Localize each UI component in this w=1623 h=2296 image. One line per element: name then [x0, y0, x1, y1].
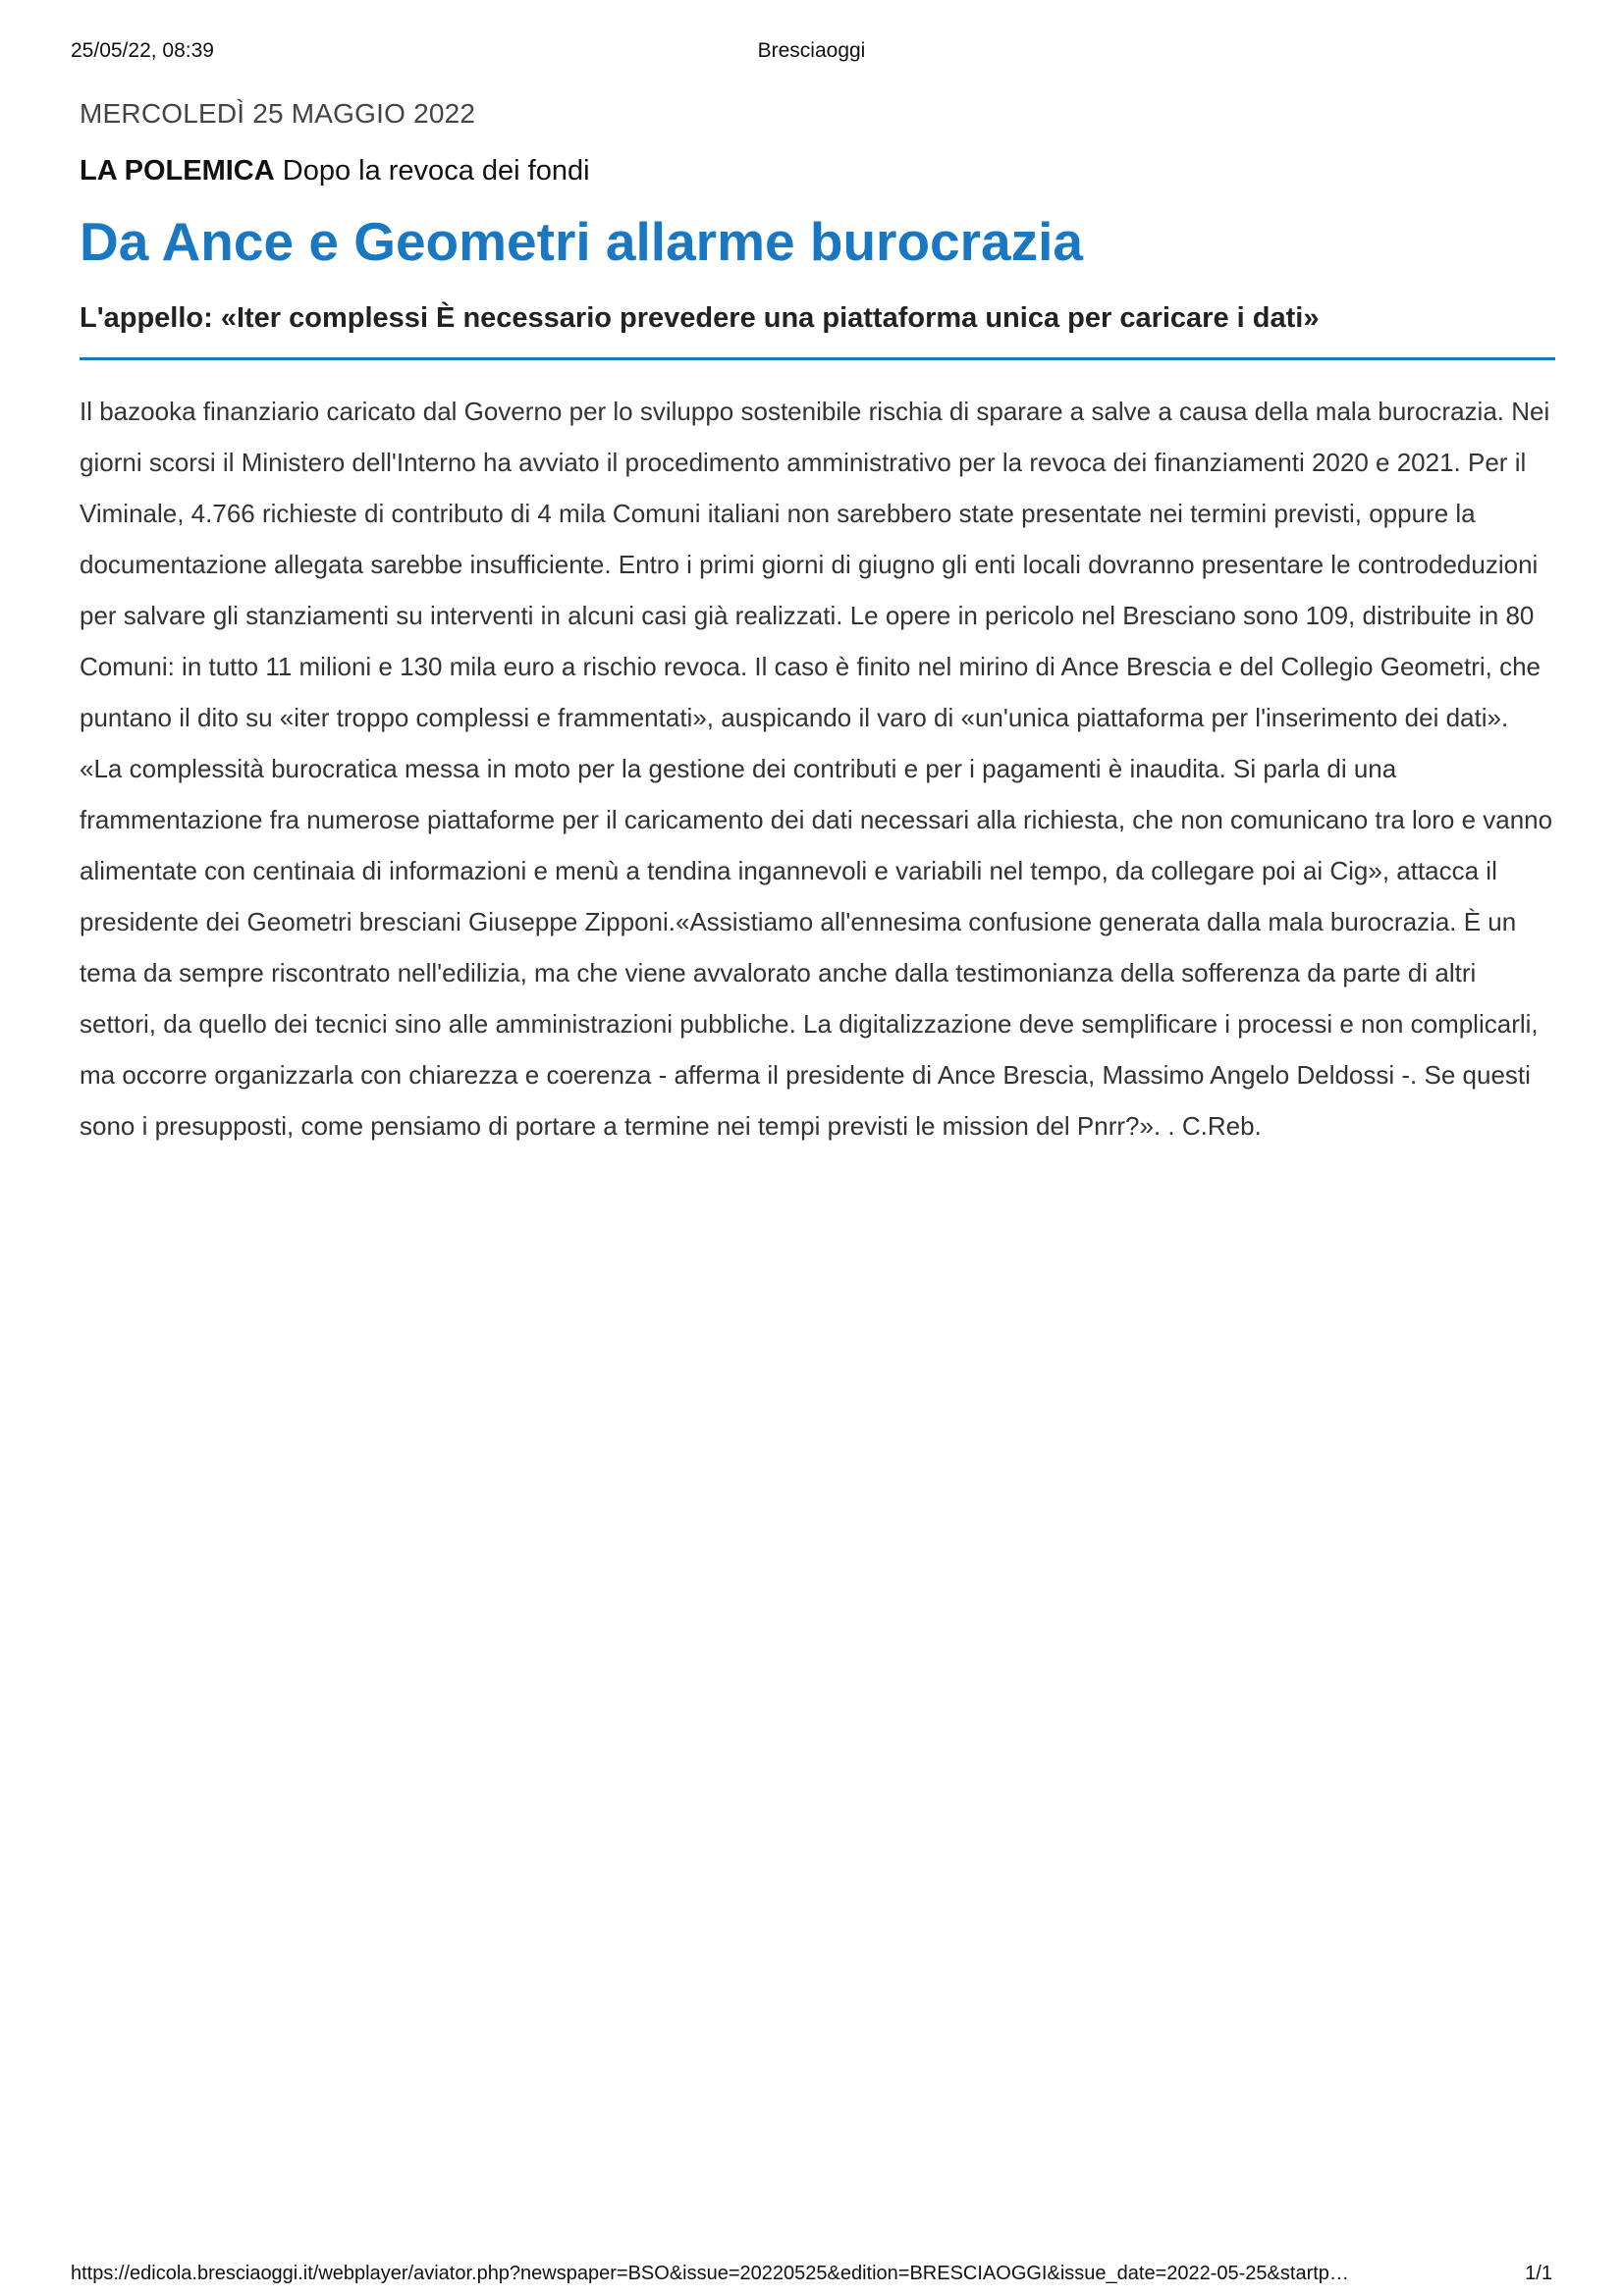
article-kicker	[80, 155, 1555, 187]
print-timestamp: 25/05/22, 08:39	[71, 39, 214, 62]
headline-divider	[80, 357, 1555, 360]
article	[80, 98, 1555, 1151]
print-url: https://edicola.bresciaoggi.it/webplayer/aviator.php?newspaper=BSO&issue=20220525&edition=BRESCIAOGGI&issue_date=2022-05-25&startp…	[71, 2263, 1349, 2284]
print-header	[71, 39, 1552, 69]
article-body: Il bazooka finanziario caricato dal Governo per lo sviluppo sostenibile rischia di sparare a salve a causa della mala burocrazia. Nei giorni scorsi il Ministero dell'Interno ha avviato il procedimento amministrativo per la revoca dei finanziamenti 2020 e 2021. Per il Viminale, 4.766 richieste di contributo di 4 mila Comuni italiani non sarebbero state presentate nei termini previsti, oppure la documentazione allegata sarebbe insufficiente. Entro i primi giorni di giugno gli enti locali dovranno presentare le controdeduzioni per salvare gli stanziamenti su interventi in alcuni casi già realizzati. Le opere in pericolo nel Bresciano sono 109, distribuite in 80 Comuni: in tutto 11 milioni e 130 mila euro a rischio revoca. Il caso è finito nel mirino di Ance Brescia e del Collegio Geometri, che puntano il dito su «iter troppo complessi e frammentati», auspicando il varo di «un'unica piattaforma per l'inserimento dei dati». «La complessità burocratica messa in moto per la gestione dei contributi e per i pagamenti è inaudita. Si parla di una frammentazione fra numerose piattaforme per il caricamento dei dati necessari alla richiesta, che non comunicano tra loro e vanno alimentate con centinaia di informazioni e menù a tendina ingannevoli e variabili nel tempo, da collegare poi ai Cig», attacca il presidente dei Geometri bresciani Giuseppe Zipponi.«Assistiamo all'ennesima confusione generata dalla mala burocrazia. È un tema da sempre riscontrato nell'edilizia, ma che viene avvalorato anche dalla testimonianza della sofferenza da parte di altri settori, da quello dei tecnici sino alle amministrazioni pubbliche. La digitalizzazione deve semplificare i processi e non complicarli, ma occorre organizzarla con chiarezza e coerenza - afferma il presidente di Ance Brescia, Massimo Angelo Deldossi -. Se questi sono i presupposti, come pensiamo di portare a termine nei tempi previsti le mission del Pnrr?». . C.Reb.	[80, 396, 1553, 1141]
print-site-name: Bresciaoggi	[757, 39, 866, 62]
kicker-text: Dopo la revoca dei fondi	[274, 155, 590, 187]
kicker-label: LA POLEMICA	[80, 155, 275, 187]
article-subheadline: L'appello: «Iter complessi È necessario prevedere una piattaforma unica per caricare i dati»	[80, 302, 1320, 335]
page-indicator: 1/1	[1525, 2263, 1552, 2284]
article-date: MERCOLEDÌ 25 MAGGIO 2022	[80, 98, 476, 129]
article-headline: Da Ance e Geometri allarme burocrazia	[80, 211, 1083, 272]
print-footer	[71, 2263, 1552, 2292]
